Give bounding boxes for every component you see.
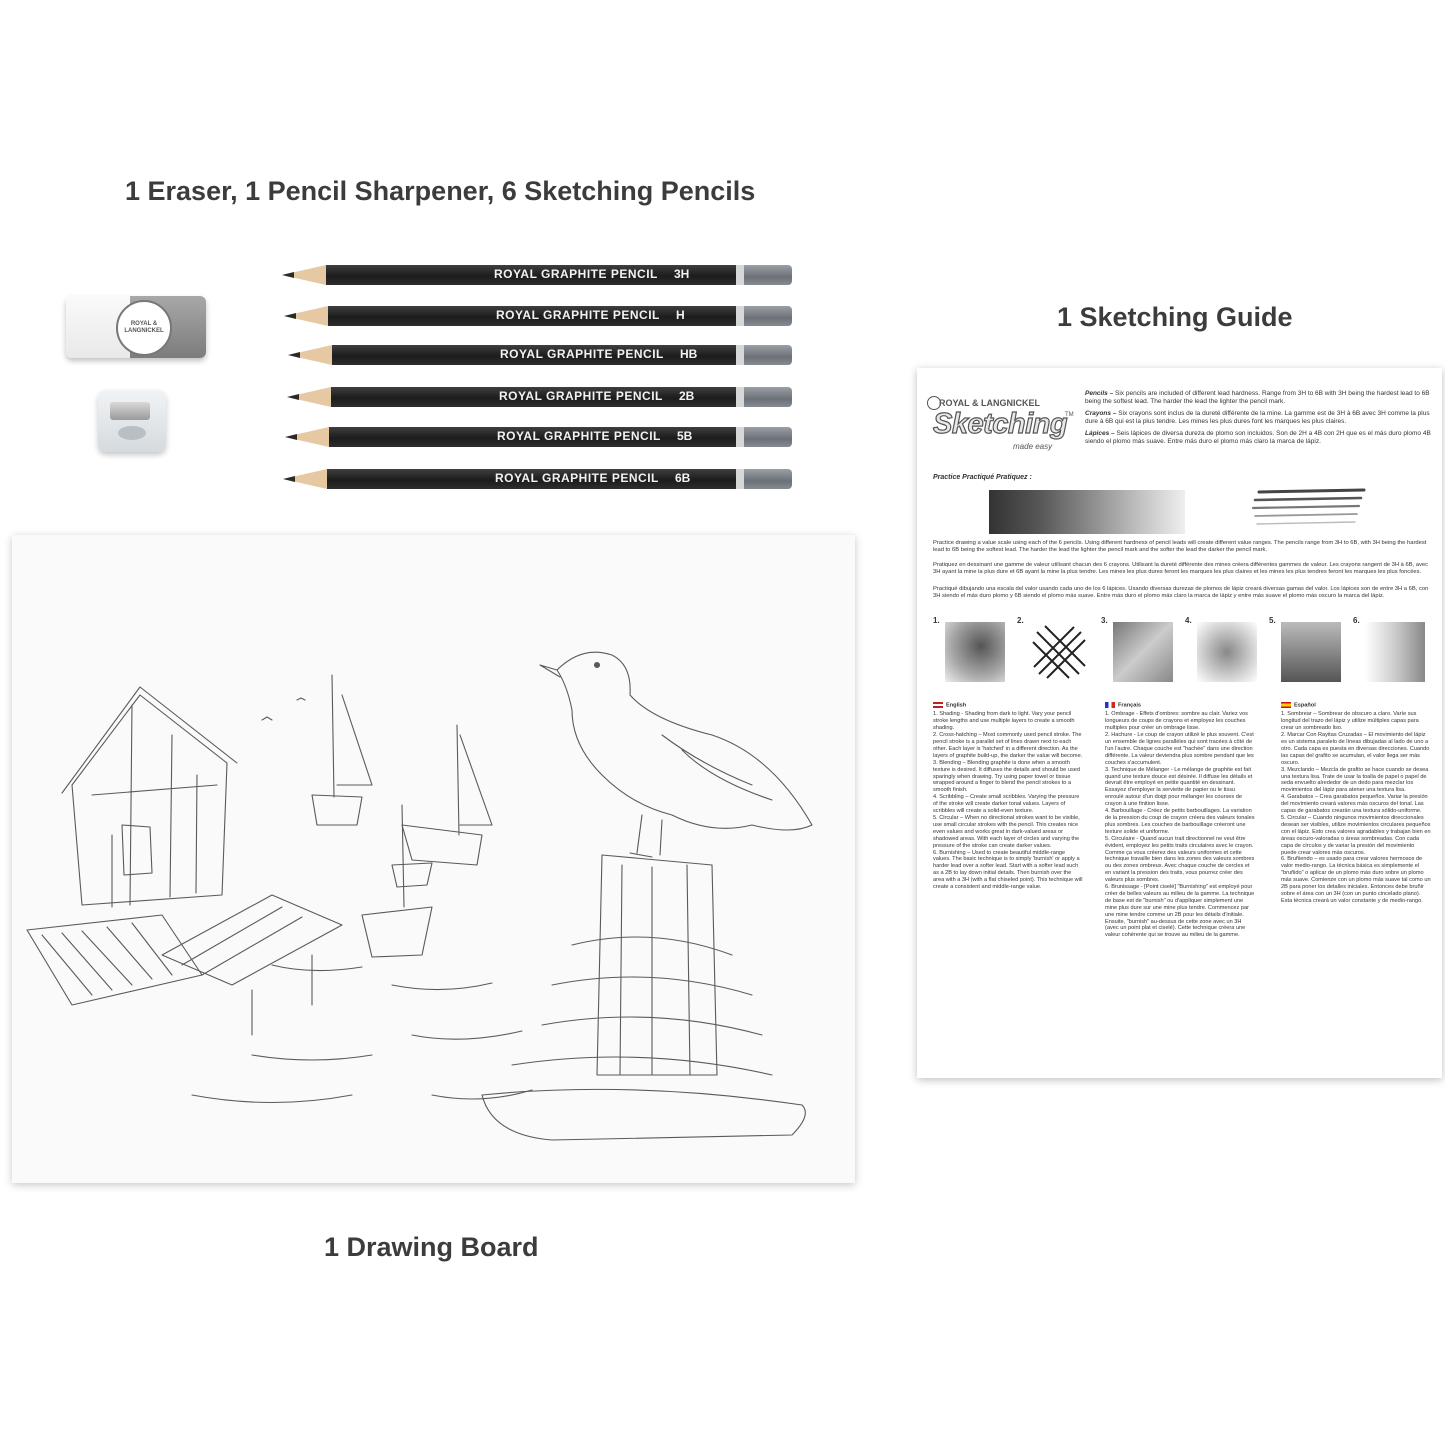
french-flag-icon: [1105, 702, 1115, 708]
pencil-grade-label: 5B: [677, 429, 693, 443]
caption-eraser-pencils: 1 Eraser, 1 Pencil Sharpener, 6 Sketching Pencils: [125, 176, 756, 206]
caption-sketching-guide: 1 Sketching Guide: [1057, 302, 1293, 332]
us-flag-icon: [933, 702, 943, 708]
spanish-flag-icon: [1281, 702, 1291, 708]
pencil-5b: [285, 427, 792, 447]
guide-logo-trademark: TM: [1065, 412, 1074, 418]
guide-brand: ROYAL & LANGNICKEL: [939, 398, 1041, 408]
pencil-sharpener: [98, 390, 166, 452]
caption-drawing-board: 1 Drawing Board: [324, 1232, 539, 1262]
pencil-3h: [282, 265, 792, 285]
pencil-2b: [287, 387, 792, 407]
pencil-grade-label: HB: [680, 347, 698, 361]
pencil-brand-label: ROYAL GRAPHITE PENCIL: [499, 389, 663, 403]
pencil-grade-label: 3H: [674, 267, 690, 281]
guide-intro: Pencils – Six pencils are included of different lead hardness. Range from 3H to 6B with 3H being the hardest lead to 6B being the softest lead. The harder the lead the lighter the pencil mark. Crayons – Six crayons sont inclus de la dureté différente de la mine. La gamme est de 3H à 6B avec 3H comme la plus dure à 6B qui est la plus tendre. Les mines les plus dures font les marques les plus claires. Lápices – Seis lápices de diversa dureza de plomo son incluidos. Son de 2H a 4B con 2H que es el más duro plomo 4B siendo el plomo más suave. Entre más duro el plomo más claro la marca de lápiz.: [1085, 390, 1431, 445]
guide-logo: Sketching: [933, 408, 1068, 440]
pencil-brand-label: ROYAL GRAPHITE PENCIL: [497, 429, 661, 443]
eraser-logo-badge: ROYAL & LANGNICKEL: [116, 300, 172, 356]
pencil-brand-label: ROYAL GRAPHITE PENCIL: [495, 471, 659, 485]
pencil-hb: [288, 345, 792, 365]
pencil-6b: [283, 469, 792, 489]
pencil-h: [284, 306, 792, 326]
eraser: [66, 296, 206, 358]
technique-swatches: 1. 2. 3. 4. 5. 6.: [933, 616, 1433, 686]
guide-paragraph-en: Practice drawing a value scale using each of the 6 pencils. Using different hardness of pencil leads will create different value ranges. The pencils range from 3H to 6B, with 3H being the hardest lead to 6B being the softest lead. The harder the lead the lighter the pencil mark and the softer the lead the darker the pencil mark.: [933, 540, 1427, 553]
guide-paragraph-fr: Pratiquez en dessinant une gamme de valeur utilisant chacun des 6 crayons. Utilisant la dureté différente des mines créera différentes gammes de valeur. Les crayons rangent de 3H à 6B, avec 3H ayant la mine la plus dure et 6B ayant la mine la plus tendre. Les mines les plus dures feront les marques les plus claires et les mines les plus tendres feront les marques les plus foncées.: [933, 562, 1429, 575]
pencil-brand-label: ROYAL GRAPHITE PENCIL: [494, 267, 658, 281]
pencil-grade-label: 6B: [675, 471, 691, 485]
value-scale-swatch: [989, 490, 1185, 534]
column-french: Français 1. Ombrage - Effets d'ombres: sombre au clair. Variez vos longueurs de coups de crayons et employez les couches multiples pour créer un ombrage lisse. 2. Hachure - Le coup de crayon utilizé le plus souvent. C'est un ensemble de lignes parallèles qui sont tracées à côté de l'un l'autre. Chaque couche est "hachée" dans une direction différente. La valeur deviendra plus sombre pendant que les couches s'accumulent. 3. Technique de Mélanger - Le mélange de graphite est fait quand une texture douce est désirée. Il diffuse les détails et devrait être employé en petite quantité en dessinant. Essayez d'employer la serviette de papier ou le tissu enroulé autour d'un doigt pour mélanger les courses de crayon à une finition lisse. 4. Barbouillage - Créez de petits barbouillages. La variation de la pression du coup de crayon créera des valeurs tonales plus sombres. Les couches de barbouillage créeront une texture solide et uniforme. 5. Circulaire - Quand aucun trait directionnel ne veut être évident, employez les petits traits circulaires avec le crayon. Comme ça vous créerez des valeurs uniformes et cette technique travaille bien dans les zones des valeurs sombres ou des zones ombreux. Avec chaque couche de cercles et en variant la pression des traits, vous pourrez créer des valeurs plus sombres. 6. Brunissage - [Point ciselé] "Burnishing" est employé pour créer de belles valeurs au milieu de la gamme. La technique de base est de "burnish" ou d'appliquer simplement une mine plus dure sur une mine plus tendre. Commencez par une mine tendre comme un 2B pour les détails d'initiale. Ensuite, "burnish" au-dessus de cette zone avec un 3H (avec un point plat et ciselé). Cette technique créera une valeur cohérente qui se trouve au milieu de la gamme.: [1105, 702, 1255, 939]
pencil-brand-label: ROYAL GRAPHITE PENCIL: [496, 308, 660, 322]
pencil-brand-label: ROYAL GRAPHITE PENCIL: [500, 347, 664, 361]
practice-heading: Practice Practiqué Pratiquez :: [933, 474, 1032, 481]
sharpener-hole: [118, 426, 146, 440]
drawing-board: [12, 535, 855, 1183]
guide-paragraph-es: Practiqué dibujando una escala del valor usando cada uno de los 6 lápices. Usando diversas durezas de plomos de lápiz creará diversas gamas del valor. Los lápices son de entre 3H a 6B, con 3H siendo el más duro plomo y 6B siendo el plomo más suave. Entre más duro el plomo más claro la marca de lápiz y entre más suave el plomo más oscuro la marca del lápiz.: [933, 586, 1429, 599]
column-spanish: Español 1. Sombrear – Sombrear de obscuro a claro. Varíe sus longitud del trazo del lápiz y utilize múltiples capas para crear un sombreado liso. 2. Marcar Con Rayitas Cruzadas – El movimiento del lápiz es un sistema paralelo de líneas dibujadas al lado de uno a otro. Cada capa es puesta en diversas direcciones. Cuando las capas del grafito se acumulan, el valor llega ser más oscuro. 3. Mezclando – Mezcla de grafito se hace cuando se desea una textura lisa. Trate de usar la toalla de papel o papel de seda envuelto alrededor de un dedo para mezclar los movimientos del lápiz para atener una textura lisa. 4. Garabatos – Crea garabatos pequeños. Variar la presión del movimiento creará valores más oscuros del tonal. Las capas de garabatos crearán una textura sólido-uniforme. 5. Circular – Cuando ningunos movimientos direccionales desean ser visibles, utilize movimientos circulares pequeños con el lápiz. Esto crea valores agradables y trabajan bien en áreas oscuro-valoradas o áreas sombreadas. Con cada capa de círculos y de variar la presión del movimiento puede crear valores más oscuros. 6. Bruñiendo – es usado para crear valores hermosos de valor medio-rango. La técnica básica es simplemente el "bruñido" o aplicar de un plomo más duro sobre un plomo más suave. Comienze con un plomo más suave tal como un 2B para poner los detalles iniciales. Entonces debe bruñir sobre el área con un 3H (con un punto cincelado plano). Esta técnica creará un valor constante y de medio-rango.: [1281, 702, 1431, 904]
column-english: English 1. Shading - Shading from dark to light. Vary your pencil stroke lengths and use multiple layers to create a smooth shading. 2. Cross-hatching – Most commonly used pencil stroke. The pencil stroke is a parallel set of lines drawn next to each other. Each layer is 'hatched' in a different direction. As the layers of graphite build-up, the darker the value will become. 3. Blending – Blending graphite is done when a smooth texture is desired. It diffuses the details and should be used sparingly when drawing. Try using paper towel or tissue wrapped around a finger to blend the pencil strokes to a smooth finish. 4. Scribbling – Create small scribbles. Varying the pressure of the stroke will create darker tonal values. Layers of scribbles will create a solid-even texture. 5. Circular – When no directional strokes want to be visible, use small circular strokes with the pencil. This creates nice even values and works great in dark-valued areas or shadowed areas. With each layer of circles and varying the pressure of the stroke can create darker values. 6. Burnishing – Used to create beautiful middle-range values. The basic technique is to simply 'burnish' or apply a harder lead over a softer lead. Start with a softer lead such as a 2B to lay down initial details. Then burnish over the area with a 3H (with a flat chiseled point). This technique will create a consistent and middle-range value.: [933, 702, 1083, 891]
sketching-guide: [917, 368, 1442, 1078]
pencil-grade-label: H: [676, 308, 685, 322]
stroke-samples: [1249, 486, 1369, 530]
sharpener-blade: [110, 402, 150, 420]
pencil-grade-label: 2B: [679, 389, 695, 403]
harbor-seagull-sketch: [12, 535, 855, 1183]
guide-tagline: made easy: [1013, 442, 1053, 451]
